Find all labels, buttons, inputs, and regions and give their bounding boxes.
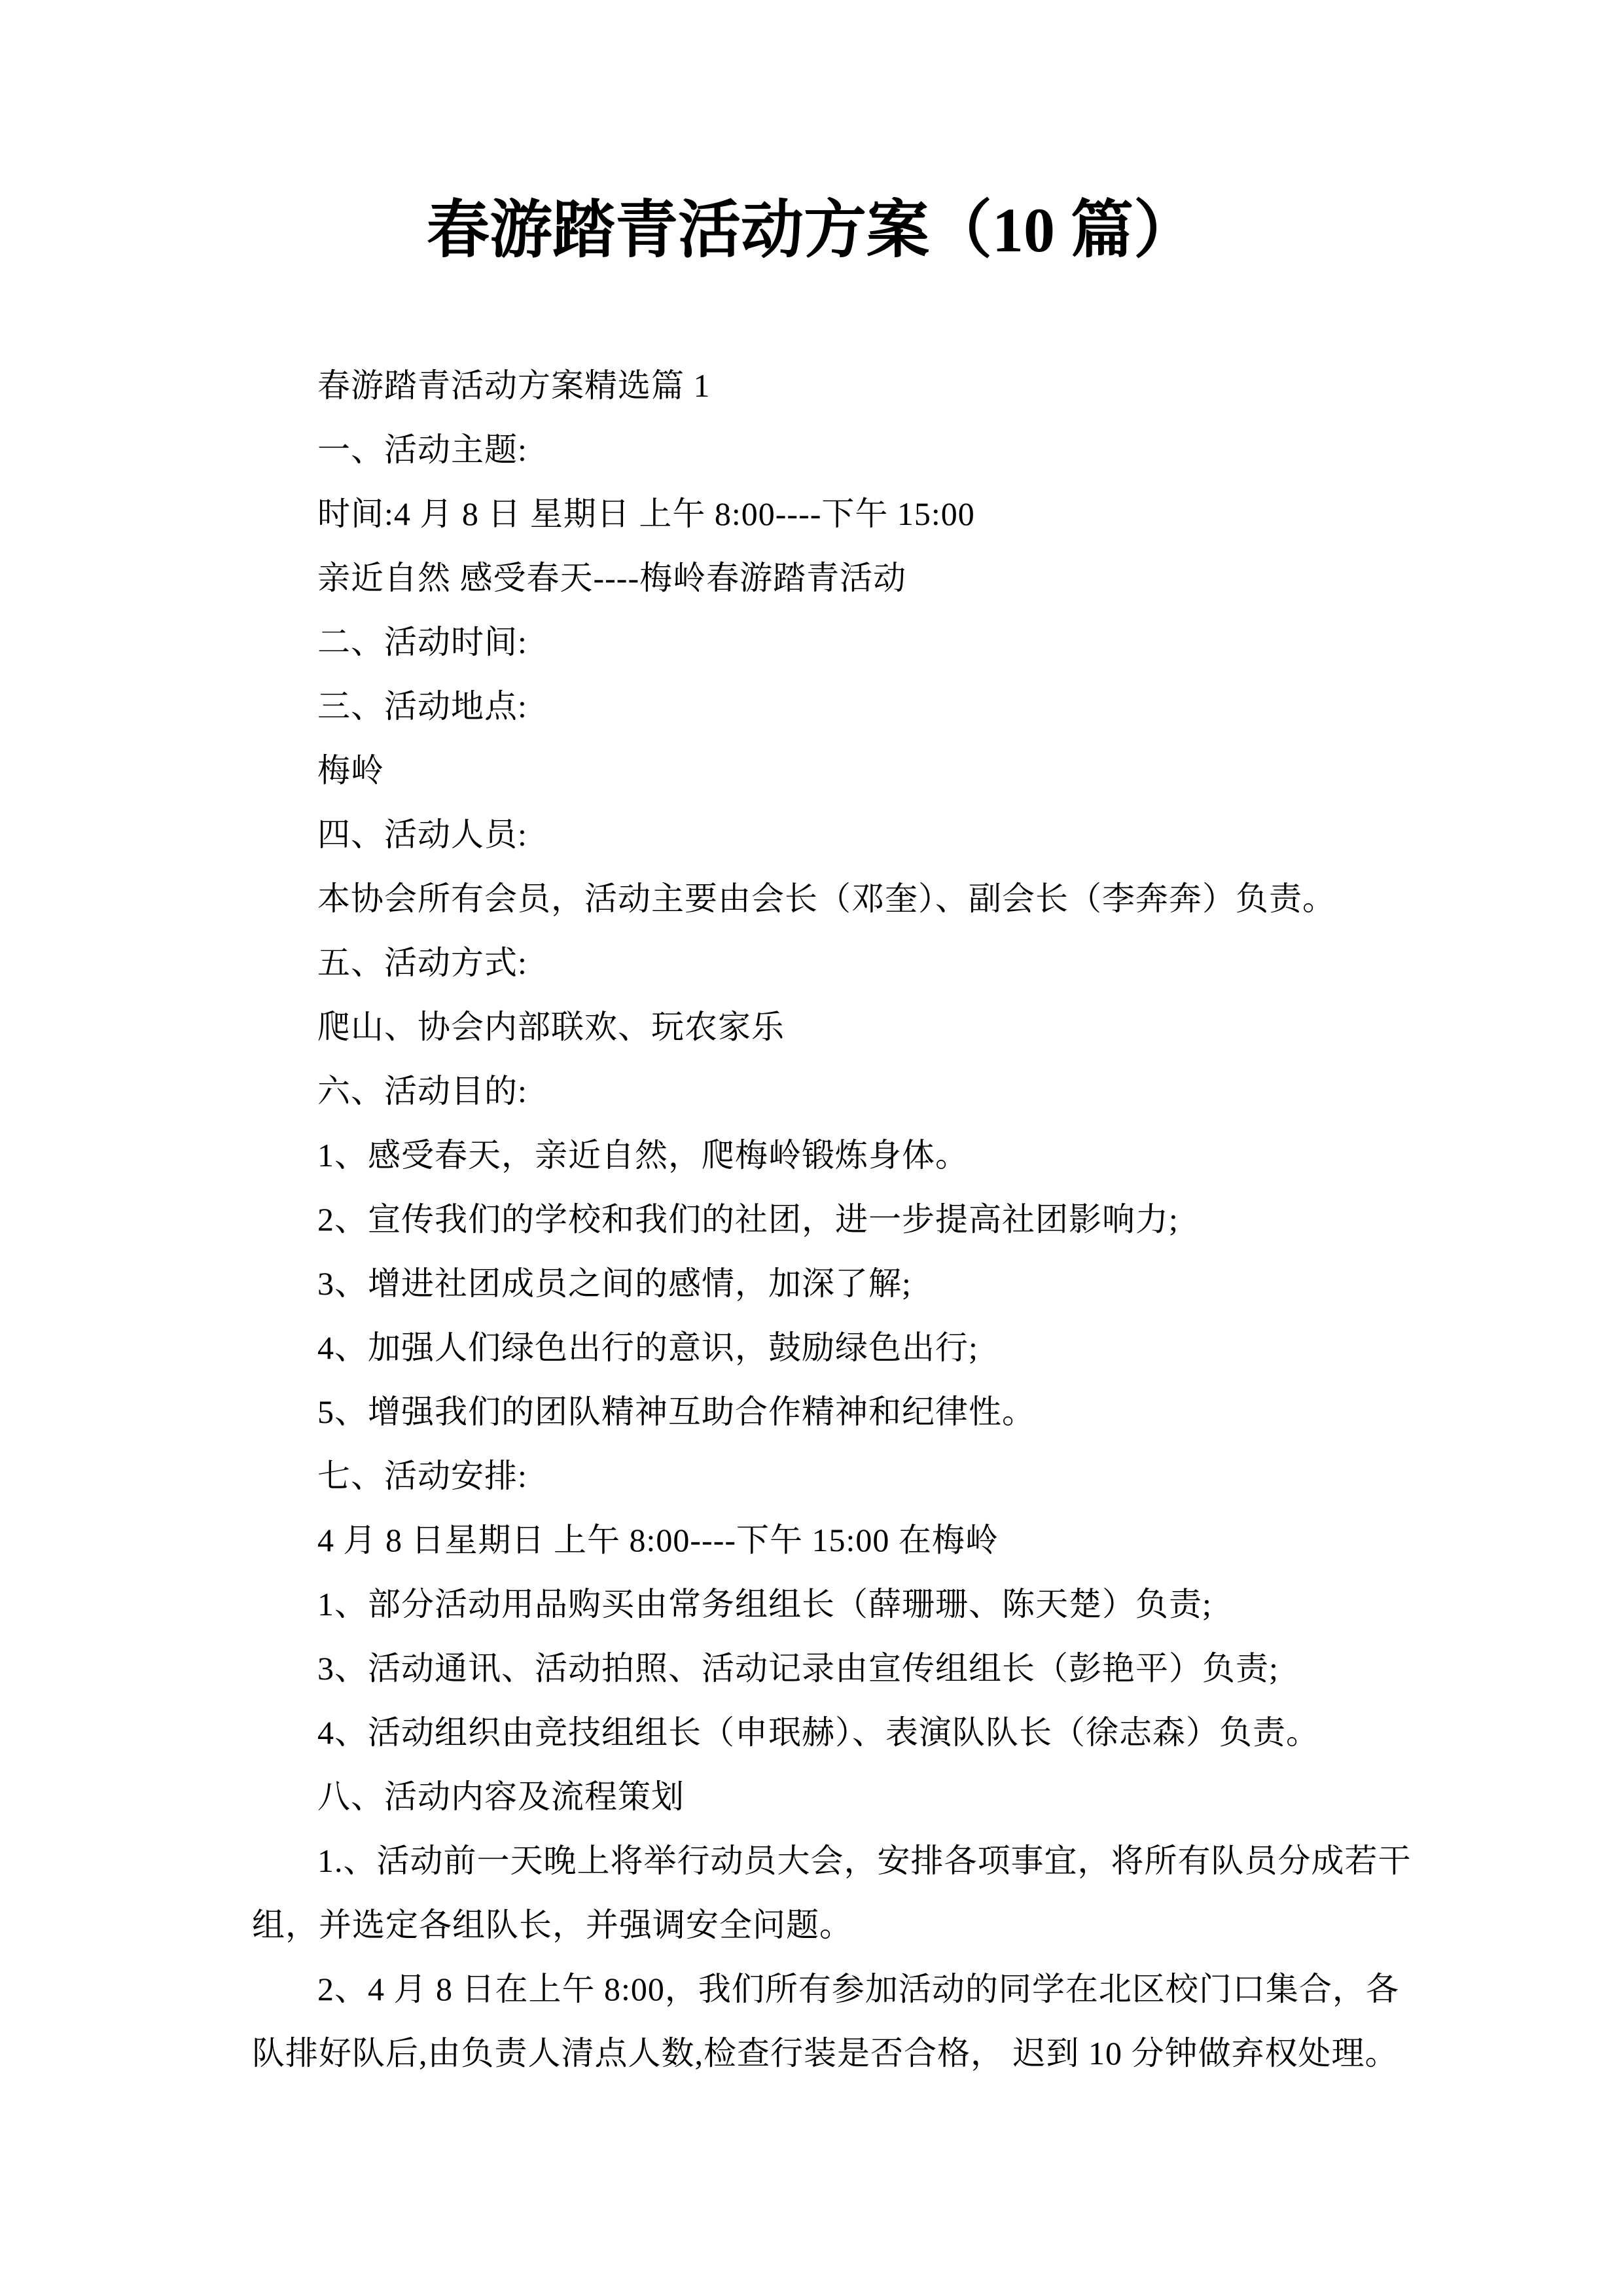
- doc-line-list-item: 1、感受春天，亲近自然，爬梅岭锻炼身体。: [317, 1137, 969, 1174]
- doc-line-heading: 三、活动地点:: [317, 688, 527, 725]
- doc-line-heading: 五、活动方式:: [317, 944, 527, 981]
- document-body: [252, 353, 1412, 2085]
- doc-line: 爬山、协会内部联欢、玩农家乐: [317, 1009, 785, 1045]
- doc-line-heading: 八、活动内容及流程策划: [317, 1778, 685, 1815]
- doc-line-continuation: 组，并选定各组队长，并强调安全问题。: [252, 1907, 853, 1943]
- doc-line: 4 月 8 日星期日 上午 8:00----下午 15:00 在梅岭: [317, 1522, 999, 1558]
- doc-line-list-item: 1、部分活动用品购买由常务组组长（薛珊珊、陈天楚）负责;: [317, 1586, 1212, 1623]
- doc-line-list-item: 2、宣传我们的学校和我们的社团，进一步提高社团影响力;: [317, 1201, 1179, 1238]
- doc-line-list-item: 4、活动组织由竞技组组长（申珉赫）、表演队队长（徐志森）负责。: [317, 1714, 1319, 1751]
- doc-line-heading: 二、活动时间:: [317, 624, 527, 660]
- doc-line-list-item: 1.、活动前一天晚上将举行动员大会，安排各项事宜，将所有队员分成若干: [317, 1842, 1412, 1879]
- doc-line: 梅岭: [317, 752, 384, 789]
- doc-line-list-item: 2、4 月 8 日在上午 8:00，我们所有参加活动的同学在北区校门口集合，各: [317, 1971, 1399, 2007]
- doc-line-heading: 一、活动主题:: [317, 431, 527, 468]
- doc-line: 本协会所有会员，活动主要由会长（邓奎）、副会长（李奔奔）负责。: [317, 880, 1336, 917]
- doc-line-list-item: 4、加强人们绿色出行的意识，鼓励绿色出行;: [317, 1329, 978, 1366]
- doc-line-section-label: 春游踏青活动方案精选篇 1: [317, 367, 711, 404]
- document-title: 春游踏青活动方案（10 篇）: [427, 195, 1196, 265]
- doc-line: 时间:4 月 8 日 星期日 上午 8:00----下午 15:00: [317, 495, 975, 532]
- doc-line: 亲近自然 感受春天----梅岭春游踏青活动: [317, 560, 907, 596]
- doc-line-list-item: 3、增进社团成员之间的感情，加深了解;: [317, 1265, 912, 1302]
- doc-line-heading: 四、活动人员:: [317, 816, 527, 853]
- doc-line-list-item: 5、增强我们的团队精神互助合作精神和纪律性。: [317, 1393, 1035, 1430]
- doc-line-list-item: 3、活动通讯、活动拍照、活动记录由宣传组组长（彭艳平）负责;: [317, 1650, 1279, 1687]
- doc-line-heading: 六、活动目的:: [317, 1073, 527, 1109]
- doc-line-heading: 七、活动安排:: [317, 1458, 527, 1494]
- doc-line-continuation: 队排好队后,由负责人清点人数,检查行装是否合格， 迟到 10 分钟做弃权处理。: [252, 2035, 1399, 2072]
